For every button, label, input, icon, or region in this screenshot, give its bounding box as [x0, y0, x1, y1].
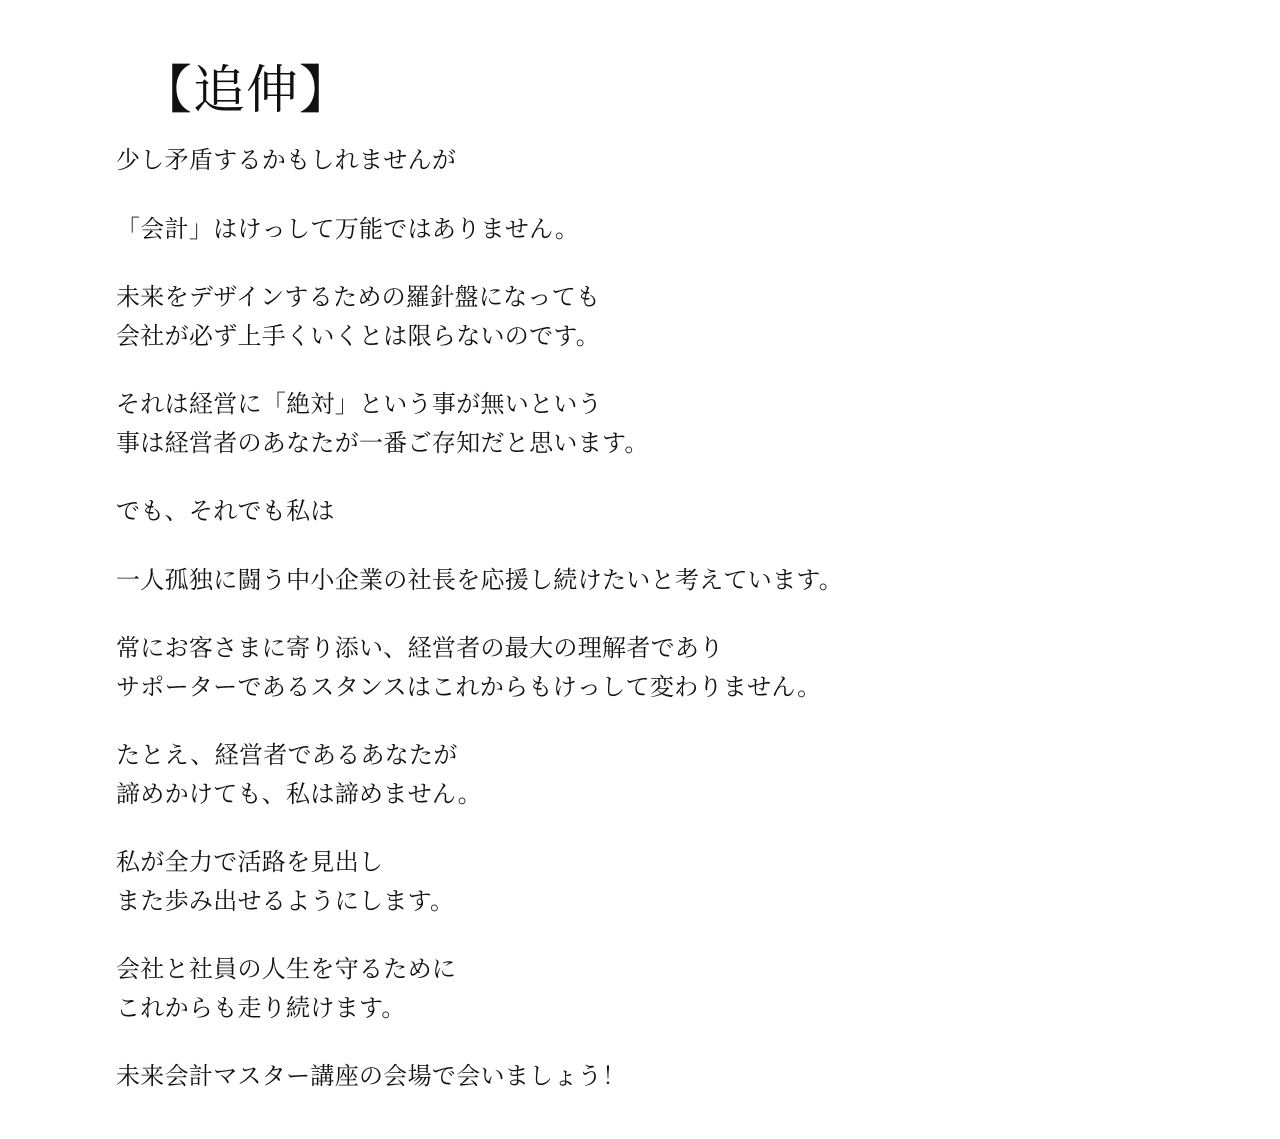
- text-line: 私が全力で活路を見出し: [116, 848, 384, 876]
- text-line: 「会計」はけっして万能ではありません。: [116, 214, 580, 243]
- paragraph: [116, 629, 1256, 706]
- text-line: 未来会計マスター講座の会場で会いましょう！: [116, 1062, 627, 1090]
- text-line: 少し矛盾するかもしれませんが: [116, 146, 457, 174]
- text-line: でも、それでも私は: [116, 497, 335, 525]
- paragraph: [116, 561, 1256, 600]
- text-line: これからも走り続けます。: [116, 993, 406, 1022]
- text-line: 一人孤独に闘う中小企業の社長を応援し続けたいと考えています。: [116, 565, 844, 594]
- paragraph: [116, 950, 1256, 1027]
- paragraph: [116, 141, 1256, 180]
- paragraph: [116, 385, 1256, 462]
- paragraph: [116, 278, 1256, 355]
- text-line: また歩み出せるようにします。: [116, 886, 455, 915]
- text-line: サポーターであるスタンスはこれからもけっして変わりません。: [116, 672, 822, 701]
- paragraph: [116, 843, 1256, 920]
- text-line: 諦めかけても、私は諦めません。: [116, 779, 482, 808]
- text-line: それは経営に「絶対」という事が無いという: [116, 390, 602, 418]
- paragraph: [116, 1057, 1256, 1096]
- text-line: 会社と社員の人生を守るために: [116, 955, 457, 983]
- text-line: 事は経営者のあなたが一番ご存知だと思います。: [116, 428, 649, 457]
- text-line: 会社が必ず上手くいくとは限らないのです。: [116, 321, 601, 350]
- text-line: たとえ、経営者であるあなたが: [116, 741, 458, 769]
- text-line: 常にお客さまに寄り添い、経営者の最大の理解者であり: [116, 634, 724, 662]
- paragraph: [116, 736, 1256, 813]
- text-line: 未来をデザインするための羅針盤になっても: [116, 283, 601, 311]
- body-text: [116, 141, 1256, 1126]
- section-heading: 【追伸】: [140, 61, 353, 121]
- paragraph: [116, 210, 1256, 249]
- paragraph: [116, 492, 1256, 531]
